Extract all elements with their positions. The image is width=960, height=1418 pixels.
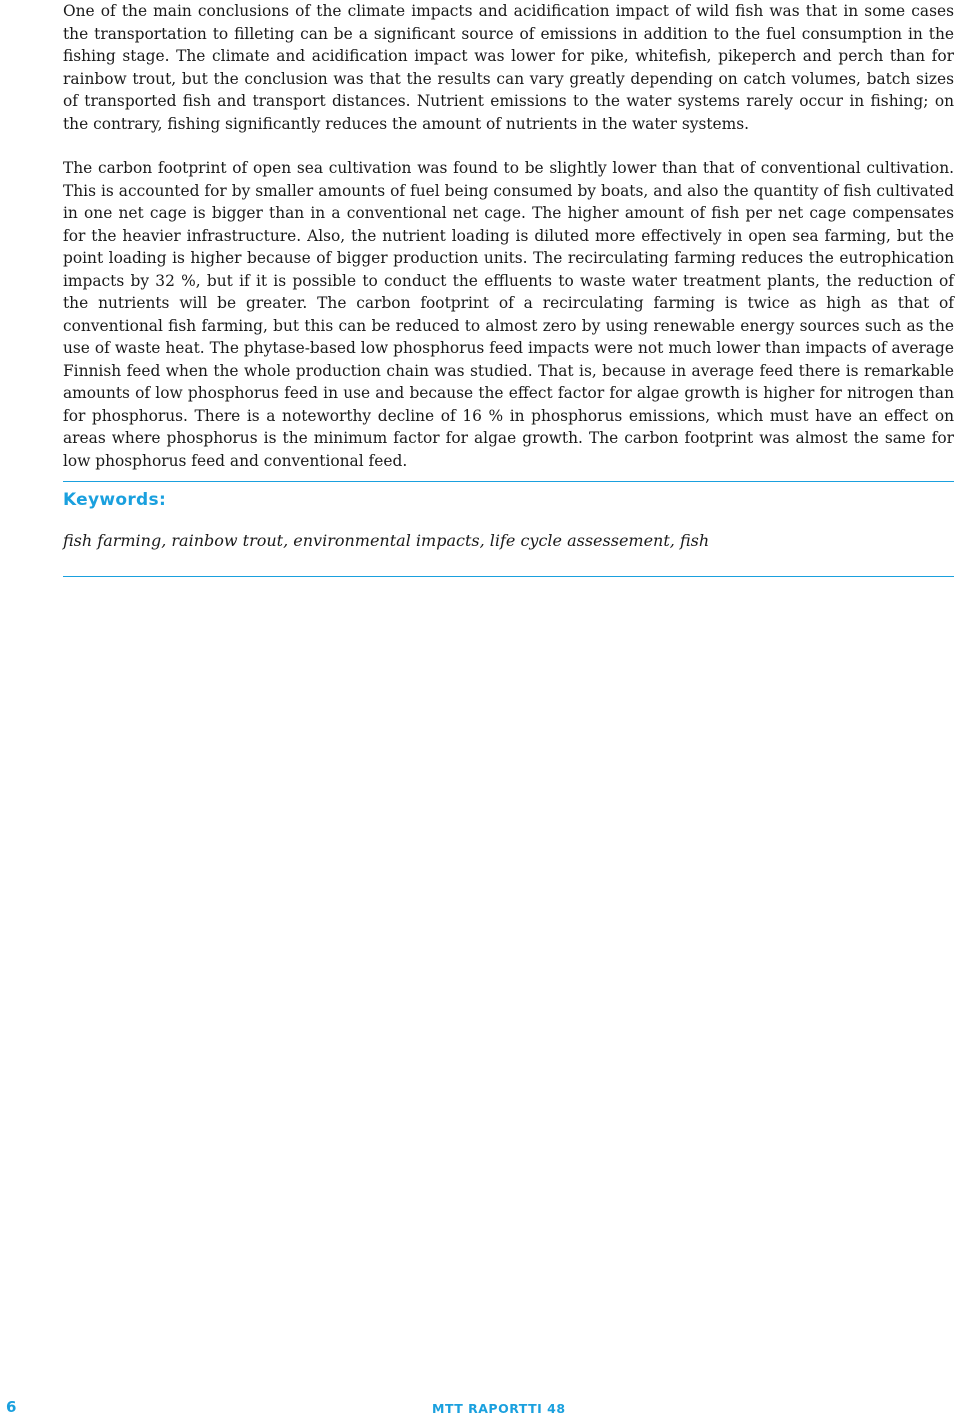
keywords-heading: Keywords: <box>63 490 167 510</box>
body-paragraph: The carbon footprint of open sea cultivation was found to be slightly lower than that of conventional cultivation. This is accounted for by smaller amounts of fuel being consumed by boats, and also the quantity of fish cultivated in one net cage is bigger than in a conventional net cage. The higher amount of fish per net cage compensates for the heavier infrastructure. Also, the nutrient loading is diluted more effectively in open sea farming, but the point loading is higher because of bigger production units. The recirculating farming reduces the eutrophication impacts by 32 %, but if it is possible to conduct the effluents to waste water treatment plants, the reduction of the nutrients will be greater. The carbon footprint of a recirculating farming is twice as high as that of conventional fish farming, but this can be reduced to almost zero by using renewable energy sources such as the use of waste heat. The phytase-based low phosphorus feed impacts were not much lower than impacts of average Finnish feed when the whole production chain was studied. That is, because in average feed there is remarkable amounts of low phosphorus feed in use and because the effect factor for algae growth is higher for nitrogen than for phosphorus. There is a noteworthy decline of 16 % in phosphorus emissions, which must have an effect on areas where phosphorus is the minimum factor for algae growth. The carbon footprint was almost the same for low phosphorus feed and conventional feed. <box>63 159 954 470</box>
publication-title: MTT RAPORTTI 48 <box>432 1401 566 1416</box>
page-number: 6 <box>6 1398 17 1416</box>
body-paragraph: One of the main conclusions of the climate impacts and acidification impact of wild fish was that in some cases the transportation to filleting can be a significant source of emissions in addition to the fuel consumption in the fishing stage. The climate and acidification impact was lower for pike, whitefish, pikeperch and perch than for rainbow trout, but the conclusion was that the results can vary greatly depending on catch volumes, batch sizes of transported fish and transport distances. Nutrient emissions to the water systems rarely occur in fishing; on the contrary, fishing significantly reduces the amount of nutrients in the water systems. <box>63 2 954 133</box>
keywords-list: fish farming, rainbow trout, environmental impacts, life cycle assessement, fish <box>63 531 710 550</box>
keywords-bottom-divider <box>63 576 954 577</box>
keywords-top-divider <box>63 481 954 482</box>
